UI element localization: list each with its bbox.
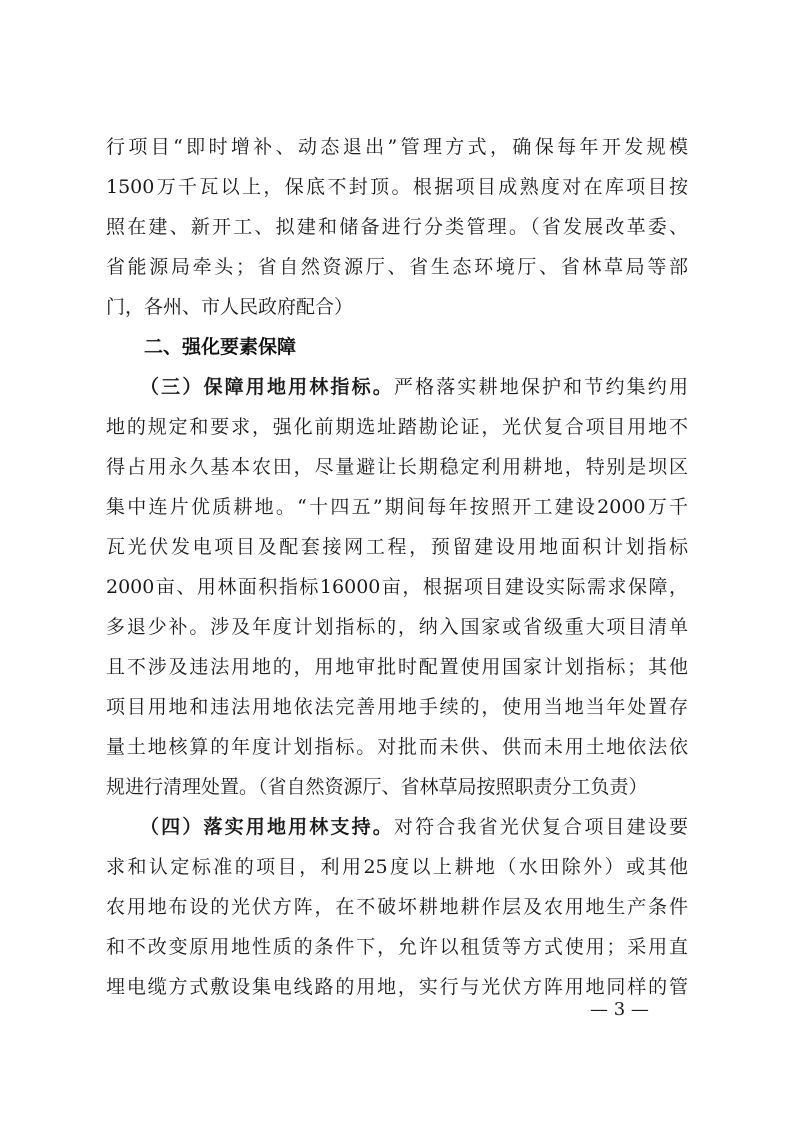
- paragraph-1-line-2: 1500万千瓦以上，保底不封顶。根据项目成熟度对在库项目按: [106, 176, 688, 198]
- paragraph-2-line-3: 得占用永久基本农田，尽量避让长期稳定利用耕地，特别是坝区: [106, 456, 688, 478]
- page-number: — 3 —: [590, 999, 649, 1020]
- paragraph-1-line-4: 省能源局牵头；省自然资源厅、省生态环境厅、省林草局等部: [106, 256, 688, 278]
- paragraph-2-line-4: 集中连片优质耕地。“十四五”期间每年按照开工建设2000万千: [106, 496, 688, 518]
- paragraph-1-line-3: 照在建、新开工、拟建和储备进行分类管理。（省发展改革委、: [106, 216, 688, 238]
- paragraph-3-line-2: 求和认定标准的项目，利用25度以上耕地（水田除外）或其他: [106, 856, 688, 878]
- paragraph-3-line-5: 埋电缆方式敷设集电线路的用地，实行与光伏方阵用地同样的管: [106, 976, 688, 998]
- paragraph-3-line-4: 和不改变原用地性质的条件下，允许以租赁等方式使用；采用直: [106, 936, 688, 958]
- paragraph-2-line-11: 规进行清理处置。（省自然资源厅、省林草局按照职责分工负责）: [106, 776, 648, 798]
- paragraph-3-lead: （四）落实用地用林支持。: [140, 816, 394, 838]
- paragraph-1-line-5: 门，各州、市人民政府配合）: [106, 296, 354, 318]
- paragraph-2-line-5: 瓦光伏发电项目及配套接网工程，预留建设用地面积计划指标: [106, 536, 688, 558]
- paragraph-3-line-1: [140, 815, 688, 839]
- paragraph-2-line-8: 且不涉及违法用地的，用地审批时配置使用国家计划指标；其他: [106, 656, 688, 678]
- paragraph-2-line-7: 多退少补。涉及年度计划指标的，纳入国家或省级重大项目清单: [106, 616, 688, 638]
- paragraph-3-line-3: 农用地布设的光伏方阵，在不破坏耕地耕作层及农用地生产条件: [106, 896, 688, 918]
- paragraph-1-line-1: 行项目“即时增补、动态退出”管理方式，确保每年开发规模: [106, 136, 688, 158]
- section-heading: 二、强化要素保障: [144, 336, 297, 358]
- paragraph-3-first-line-rest: 对符合我省光伏复合项目建设要: [393, 816, 688, 838]
- paragraph-2-line-6: 2000亩、用林面积指标16000亩，根据项目建设实际需求保障，: [106, 576, 688, 598]
- paragraph-2-line-2: 地的规定和要求，强化前期选址踏勘论证，光伏复合项目用地不: [106, 416, 688, 438]
- paragraph-2-line-10: 量土地核算的年度计划指标。对批而未供、供而未用土地依法依: [106, 736, 688, 758]
- paragraph-2-line-1: [140, 375, 688, 399]
- paragraph-2-line-9: 项目用地和违法用地依法完善用地手续的，使用当地当年处置存: [106, 696, 688, 718]
- paragraph-2-lead: （三）保障用地用林指标。: [140, 376, 394, 398]
- paragraph-2-first-line-rest: 严格落实耕地保护和节约集约用: [393, 376, 688, 398]
